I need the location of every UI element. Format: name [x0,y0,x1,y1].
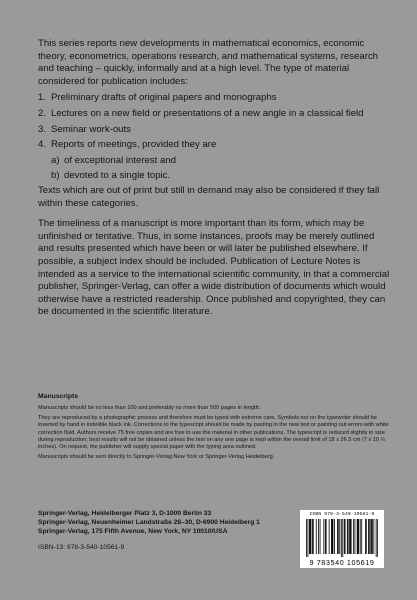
barcode-bar [313,519,314,554]
barcode-guard-bar [342,519,343,557]
manuscripts-submission: Manuscripts should be sent directly to Springer-Verlag New York or Springer-Verlag Heidelberg. [38,454,275,461]
list-item: a) of exceptional interest and [51,154,177,166]
barcode-bar [369,519,370,554]
barcode-bar [347,519,348,554]
barcode-guard-bar [376,519,377,557]
intro-paragraph: This series reports new developments in mathematical economics, economic theory, econometrics, operations research, and mathematical systems, research and teaching – quickly, informally and at a high level. The type of material considered for publication includes: [38,38,379,87]
meeting-conditions-list [51,155,390,183]
barcode-bar [355,519,356,554]
barcode-bar [358,519,359,554]
barcode-digits: 9 783540 105619 [309,558,375,567]
barcode-bar [309,519,310,554]
barcode-bar [331,519,332,554]
manuscripts-length: Manuscripts should be no less than 100 and preferably no more than 500 pages in length. [38,405,261,411]
manuscripts-instructions: They are reproduced by a photographic process and therefore must be typed with extreme care. Symbols not on the typewriter should be inserted by hand in indelible black ink. Corrections to the typescript should be made by pasting in the new text or painting out errors with white correction fluid. Authors receive 75 free copies and are free to use the material in other publications. The typescript is reduced slightly in size during reproduction; best results will not be obtained unless the text on any one page is kept within the overall limit of 18 x 26.5 cm (7 x 10 ½ inches). On request, the publisher will supply special paper with the typing area outlined. [38,415,389,451]
barcode-bar [368,519,369,554]
barcode-bar [366,519,367,554]
list-item: 1. Preliminary drafts of original papers and monographs [38,92,277,104]
barcode-caption: ISBN 978-3-540-10561-9 [309,512,375,517]
timeliness-paragraph: The timeliness of a manuscript is more important than its form, which may be unfinished or tentative. Thus, in some instances, proofs may be merely outlined and results presented which have been or will later be published elsewhere. If possible, a subject index should be included. Publication of Lecture Notes is intended as a service to the international scientific community, in that a commercial publisher, Springer-Verlag, can offer a wide distribution of documents which would otherwise have a restricted readership. Once published and copyrighted, they can be documented in the scientific literature. [38,218,390,318]
barcode-bar [358,519,359,554]
isbn-label: ISBN-13: 978-3-540-10561-9 [38,544,125,551]
manuscripts-section [38,393,390,461]
barcode-guard-bar [377,519,378,557]
barcode-guard-bar [308,519,309,557]
barcode-bar [348,519,349,554]
out-of-print-paragraph: Texts which are out of print but still in demand may also be considered if they fall within these categories. [38,184,380,209]
list-item: 3. Seminar work-outs [38,123,131,135]
list-item: 2. Lectures on a new field or presentations of a new angle in a classical field [38,107,364,119]
address-heidelberg: Springer-Verlag, Neuenheimer Landstraße 28–30, D-6900 Heidelberg 1 [38,519,260,526]
barcode-bar [361,519,362,554]
series-description [38,38,390,319]
barcode-bar [312,519,313,554]
barcode-bar [357,519,358,554]
barcode-bar [371,519,372,554]
barcode-bar [333,519,334,554]
barcode-bar [360,519,361,554]
barcode [300,510,384,568]
barcode-bar [316,519,317,554]
barcode-bar [345,519,346,554]
barcode-bar [337,519,338,554]
barcode-bar [372,519,373,554]
barcode-bar [323,519,324,554]
barcode-bar [373,519,374,554]
barcode-bar [353,519,354,554]
address-new-york: Springer-Verlag, 175 Fifth Avenue, New York, NY 10010/USA [38,528,228,535]
barcode-bar [370,519,371,554]
barcode-bar [332,519,333,554]
barcode-bar [334,519,335,554]
barcode-bar [351,519,352,554]
list-item: b) devoted to a single topic. [51,170,171,182]
barcode-bar [326,519,327,554]
manuscripts-heading: Manuscripts [38,393,79,400]
publication-types-list [38,92,390,183]
barcode-bar [325,519,326,554]
barcode-bar [349,519,350,554]
barcode-bar [339,519,340,554]
barcode-bar [311,519,312,554]
barcode-bar [318,519,319,554]
address-berlin: Springer-Verlag, Heidelberger Platz 3, D-1000 Berlin 33 [38,510,212,517]
barcode-bars [306,519,378,557]
barcode-bar [365,519,366,554]
barcode-guard-bar [341,519,342,557]
barcode-bar [350,519,351,554]
barcode-bar [338,519,339,554]
list-item: 4. Reports of meetings, provided they are a) of exceptional interest and b) devoted to a single topic. [38,139,390,183]
barcode-bar [329,519,330,554]
barcode-guard-bar [306,519,307,557]
barcode-bar [310,519,311,554]
publisher-addresses [38,509,298,536]
barcode-bar [320,519,321,554]
barcode-bar [344,519,345,554]
